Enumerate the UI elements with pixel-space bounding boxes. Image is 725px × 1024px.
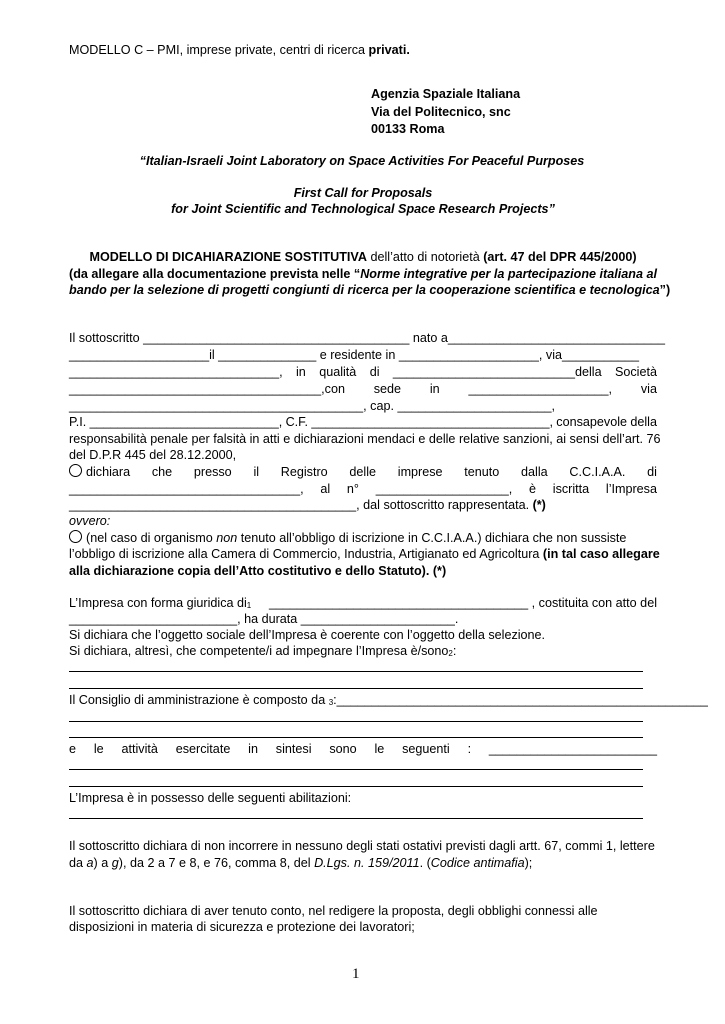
title-normal: dell’atto di notorietà [367, 250, 484, 264]
para-1-line-2: da a) a g), da 2 a 7 e 8, e 76, comma 8, del D.Lgs. n. 159/2011. (Codice antimafia); [69, 856, 533, 870]
form-line-18: Si dichiara, altresì, che competente/i ad impegnare l’Impresa è/sono$_2$: [69, 644, 457, 658]
form-line-20: e le attività esercitate in sintesi sono le seguenti : ________________________ [69, 742, 657, 756]
title-line-2 [69, 266, 657, 282]
form-line-8: del D.P.R 445 del 28.12.2000, [69, 448, 237, 462]
call-line-2: First Call for Proposals [293, 186, 433, 200]
title-line-1 [69, 249, 657, 265]
model-line [69, 42, 657, 58]
address-line-2: Via del Politecnico, snc [371, 105, 511, 119]
address-line-3: 00133 Roma [371, 122, 445, 136]
footnote-ref-2: 2 [448, 649, 453, 658]
radio-registered[interactable] [69, 464, 82, 477]
title-bold-ref: (art. 47 del DPR 445/2000) [483, 250, 637, 264]
para-2-line-2: disposizioni in materia di sicurezza e protezione dei lavoratori; [69, 920, 415, 934]
form-line-3: ______________________________, in qualità di __________________________della Società [69, 365, 657, 379]
title-line-3 [69, 282, 671, 298]
form-line-7: responsabilità penale per falsità in atti e dichiarazioni mendaci e delle relative sanzioni, ai sensi dell’art. 76 [69, 432, 661, 446]
call-line-3: for Joint Scientific and Technological Space Research Projects” [171, 202, 555, 216]
form-line-6: P.I. ___________________________, C.F. __________________________________, consapevole della [69, 415, 657, 429]
ovvero-label: ovvero: [69, 514, 111, 528]
form-line-12: (nel caso di organismo non tenuto all’obbligo di iscrizione in C.C.I.A.A.) dichiara che non sussiste [69, 530, 657, 546]
form-line-1: Il sottoscritto ______________________________________ nato a_______________________________ [69, 331, 665, 345]
blank-line[interactable] [69, 786, 643, 787]
blank-line[interactable] [69, 818, 643, 819]
title-line-2-italic: Norme integrative per la partecipazione italiana al [360, 267, 657, 281]
form-line-15: L’Impresa con forma giuridica $di_1$ _____________________________________ , costituita con atto del [69, 596, 657, 610]
form-line-4: ____________________________________,con sede in ____________________, via [69, 382, 657, 396]
page-number: 1 [352, 966, 360, 982]
form-line-14: alla dichiarazione copia dell’Atto costitutivo e dello Statuto). (*) [69, 564, 447, 578]
call-line-1: “Italian-Israeli Joint Laboratory on Space Activities For Peaceful Purposes [139, 154, 585, 168]
title-line-3-italic: bando per la selezione di progetti congiunti di ricerca per la cooperazione scientifica e tecnologica [69, 283, 660, 297]
blank-line[interactable] [69, 688, 643, 689]
form-line-16: ________________________, ha durata ______________________. [69, 612, 459, 626]
form-line-2: ____________________il ______________ e residente in ____________________, via___________ [69, 348, 640, 362]
title-line-2-pre: (da allegare alla documentazione prevista nelle “ [69, 267, 361, 281]
blank-line[interactable] [69, 721, 643, 722]
address-line-1: Agenzia Spaziale Italiana [371, 87, 521, 101]
form-line-5: __________________________________________, cap. ______________________, [69, 399, 556, 413]
title-bold: MODELLO DI DICAHIARAZIONE SOSTITUTIVA [89, 250, 367, 264]
form-line-17: Si dichiara che l’oggetto sociale dell’Impresa è coerente con l’oggetto della selezione. [69, 628, 546, 642]
blank-line[interactable] [69, 737, 643, 738]
footnote-ref-3: 3 [328, 698, 334, 707]
form-line-11: _________________________________________, dal sottoscritto rappresentata. (*) [69, 498, 546, 512]
form-line-13: l’obbligo di iscrizione alla Camera di Commercio, Industria, Artigianato ed Agricoltura (in tal caso allegare [69, 547, 660, 561]
form-line-19: Il Consiglio di amministrazione è composto da $_3$:_____________________________________________________ [69, 693, 708, 707]
para-1-line-1: Il sottoscritto dichiara di non incorrere in nessuno degli stati ostativi previsti dagli artt. 67, commi 1, lettere [69, 839, 655, 853]
form-line-10: _________________________________, al n° ___________________, è iscritta l’Impresa [69, 482, 657, 496]
blank-line[interactable] [69, 769, 643, 770]
title-line-3-post: ”) [659, 283, 671, 297]
form-line-9: dichiara che presso il Registro delle imprese tenuto dalla C.C.I.A.A. di [69, 464, 657, 480]
blank-line[interactable] [69, 671, 643, 672]
model-bold: privati. [368, 43, 410, 57]
para-2-line-1: Il sottoscritto dichiara di aver tenuto conto, nel redigere la proposta, degli obblighi connessi alle [69, 904, 598, 918]
radio-not-registered[interactable] [69, 530, 82, 543]
model-text: MODELLO C – PMI, imprese private, centri di ricerca [69, 43, 369, 57]
footnote-ref-1: 1 [246, 601, 252, 610]
form-line-21: L’Impresa è in possesso delle seguenti abilitazioni: [69, 791, 352, 805]
